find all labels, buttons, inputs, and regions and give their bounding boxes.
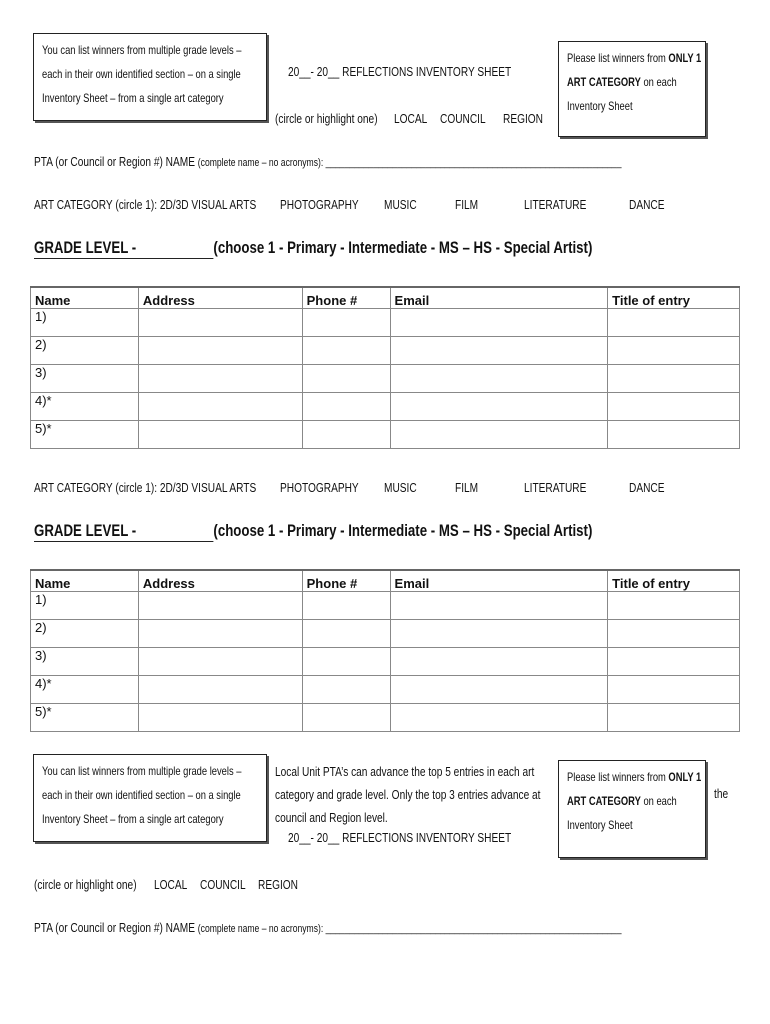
note-art-category: ART CATEGORY — [567, 75, 641, 89]
level-local[interactable]: LOCAL — [394, 111, 428, 126]
level-council[interactable]: COUNCIL — [200, 877, 246, 892]
inventory-table-2 — [30, 569, 740, 732]
grade-level-label: GRADE LEVEL - — [34, 521, 137, 540]
address-cell[interactable] — [138, 393, 302, 421]
email-cell[interactable] — [390, 676, 608, 704]
row-number: 4)* — [31, 393, 139, 421]
col-title: Title of entry — [608, 287, 740, 309]
row-number: 5)* — [31, 704, 139, 732]
phone-cell[interactable] — [302, 337, 390, 365]
note-line-2: each in their own identified section – on a single — [42, 67, 241, 81]
note-line-3: Inventory Sheet – from a single art category — [42, 812, 224, 826]
email-cell[interactable] — [390, 337, 608, 365]
row-number: 1) — [31, 309, 139, 337]
address-cell[interactable] — [138, 592, 302, 620]
phone-cell[interactable] — [302, 648, 390, 676]
phone-cell[interactable] — [302, 365, 390, 393]
grade-level-choices: (choose 1 - Primary - Intermediate - MS – HS - Special Artist) — [213, 521, 593, 540]
table-row — [31, 592, 740, 620]
title-cell[interactable] — [608, 421, 740, 449]
note-only-1: ONLY 1 — [668, 51, 702, 65]
level-region[interactable]: REGION — [258, 877, 299, 892]
note-line-1: You can list winners from multiple grade levels – — [42, 43, 242, 57]
phone-cell[interactable] — [302, 421, 390, 449]
grade-level-label: GRADE LEVEL - — [34, 238, 137, 257]
title-cell[interactable] — [608, 676, 740, 704]
row-number: 3) — [31, 648, 139, 676]
note-prefix: Please list winners from — [567, 770, 669, 784]
col-phone: Phone # — [302, 287, 390, 309]
inventory-table-1 — [30, 286, 740, 449]
phone-cell[interactable] — [302, 393, 390, 421]
pta-name-label: PTA (or Council or Region #) NAME — [34, 154, 195, 169]
title-cell[interactable] — [608, 393, 740, 421]
title-cell[interactable] — [608, 592, 740, 620]
email-cell[interactable] — [390, 309, 608, 337]
phone-cell[interactable] — [302, 592, 390, 620]
note-art-category: ART CATEGORY — [567, 794, 641, 808]
table-row — [31, 365, 740, 393]
row-number: 1) — [31, 592, 139, 620]
phone-cell[interactable] — [302, 704, 390, 732]
title-cell[interactable] — [608, 365, 740, 393]
table-row — [31, 421, 740, 449]
sheet-title-bottom: 20__- 20__ REFLECTIONS INVENTORY SHEET — [288, 830, 512, 845]
title-cell[interactable] — [608, 620, 740, 648]
email-cell[interactable] — [390, 704, 608, 732]
table-row — [31, 393, 740, 421]
pta-name-field[interactable] — [34, 154, 770, 169]
row-number: 3) — [31, 365, 139, 393]
row-number: 2) — [31, 337, 139, 365]
row-number: 5)* — [31, 421, 139, 449]
level-region[interactable]: REGION — [503, 111, 544, 126]
stray-word: the — [714, 786, 729, 801]
address-cell[interactable] — [138, 676, 302, 704]
note-inventory-sheet: Inventory Sheet — [567, 99, 633, 113]
col-name: Name — [31, 570, 139, 592]
grade-level-row-2 — [34, 521, 750, 542]
col-phone: Phone # — [302, 570, 390, 592]
level-council[interactable]: COUNCIL — [440, 111, 486, 126]
pta-name-label: PTA (or Council or Region #) NAME — [34, 920, 195, 935]
note-line-2: each in their own identified section – on a single — [42, 788, 241, 802]
phone-cell[interactable] — [302, 676, 390, 704]
level-local[interactable]: LOCAL — [154, 877, 188, 892]
note-inventory-sheet: Inventory Sheet — [567, 818, 633, 832]
note-on-each: on each — [640, 794, 677, 808]
phone-cell[interactable] — [302, 309, 390, 337]
table-row — [31, 704, 740, 732]
phone-cell[interactable] — [302, 620, 390, 648]
sheet-title: 20__- 20__ REFLECTIONS INVENTORY SHEET — [288, 64, 512, 79]
note-line-3: Inventory Sheet – from a single art category — [42, 91, 224, 105]
email-cell[interactable] — [390, 648, 608, 676]
pta-name-hint: (complete name – no acronyms): ______________________________________________________________ — [197, 923, 622, 935]
address-cell[interactable] — [138, 648, 302, 676]
address-cell[interactable] — [138, 620, 302, 648]
address-cell[interactable] — [138, 337, 302, 365]
note-on-each: on each — [640, 75, 677, 89]
col-address: Address — [138, 287, 302, 309]
email-cell[interactable] — [390, 365, 608, 393]
table-row — [31, 337, 740, 365]
title-cell[interactable] — [608, 648, 740, 676]
title-cell[interactable] — [608, 309, 740, 337]
note-only-1: ONLY 1 — [668, 770, 702, 784]
address-cell[interactable] — [138, 365, 302, 393]
address-cell[interactable] — [138, 421, 302, 449]
circle-instruction: (circle or highlight one) — [275, 111, 378, 126]
row-number: 2) — [31, 620, 139, 648]
address-cell[interactable] — [138, 309, 302, 337]
note-prefix: Please list winners from — [567, 51, 669, 65]
pta-name-hint: (complete name – no acronyms): ______________________________________________________________ — [197, 157, 622, 169]
title-cell[interactable] — [608, 337, 740, 365]
address-cell[interactable] — [138, 704, 302, 732]
one-category-note-box — [558, 41, 706, 137]
table-row — [31, 620, 740, 648]
email-cell[interactable] — [390, 620, 608, 648]
table-row — [31, 309, 740, 337]
col-email: Email — [390, 570, 608, 592]
pta-name-field-bottom[interactable] — [34, 920, 770, 935]
one-category-note-box-bottom — [558, 760, 706, 858]
row-number: 4)* — [31, 676, 139, 704]
email-cell[interactable] — [390, 592, 608, 620]
email-cell[interactable] — [390, 421, 608, 449]
col-address: Address — [138, 570, 302, 592]
col-title: Title of entry — [608, 570, 740, 592]
table-row — [31, 676, 740, 704]
title-cell[interactable] — [608, 704, 740, 732]
multi-grade-note-box-bottom — [33, 754, 267, 842]
circle-instruction-bottom: (circle or highlight one) — [34, 877, 137, 892]
grade-level-choices: (choose 1 - Primary - Intermediate - MS – HS - Special Artist) — [213, 238, 593, 257]
grade-level-row-1 — [34, 238, 750, 259]
multi-grade-note-box — [33, 33, 267, 121]
note-line-1: You can list winners from multiple grade levels – — [42, 764, 242, 778]
col-name: Name — [31, 287, 139, 309]
col-email: Email — [390, 287, 608, 309]
email-cell[interactable] — [390, 393, 608, 421]
advance-rules-text: Local Unit PTA’s can advance the top 5 entries in each art category and grade level. Only the top 3 entries advance at council and Region level. — [275, 764, 541, 825]
table-row — [31, 648, 740, 676]
